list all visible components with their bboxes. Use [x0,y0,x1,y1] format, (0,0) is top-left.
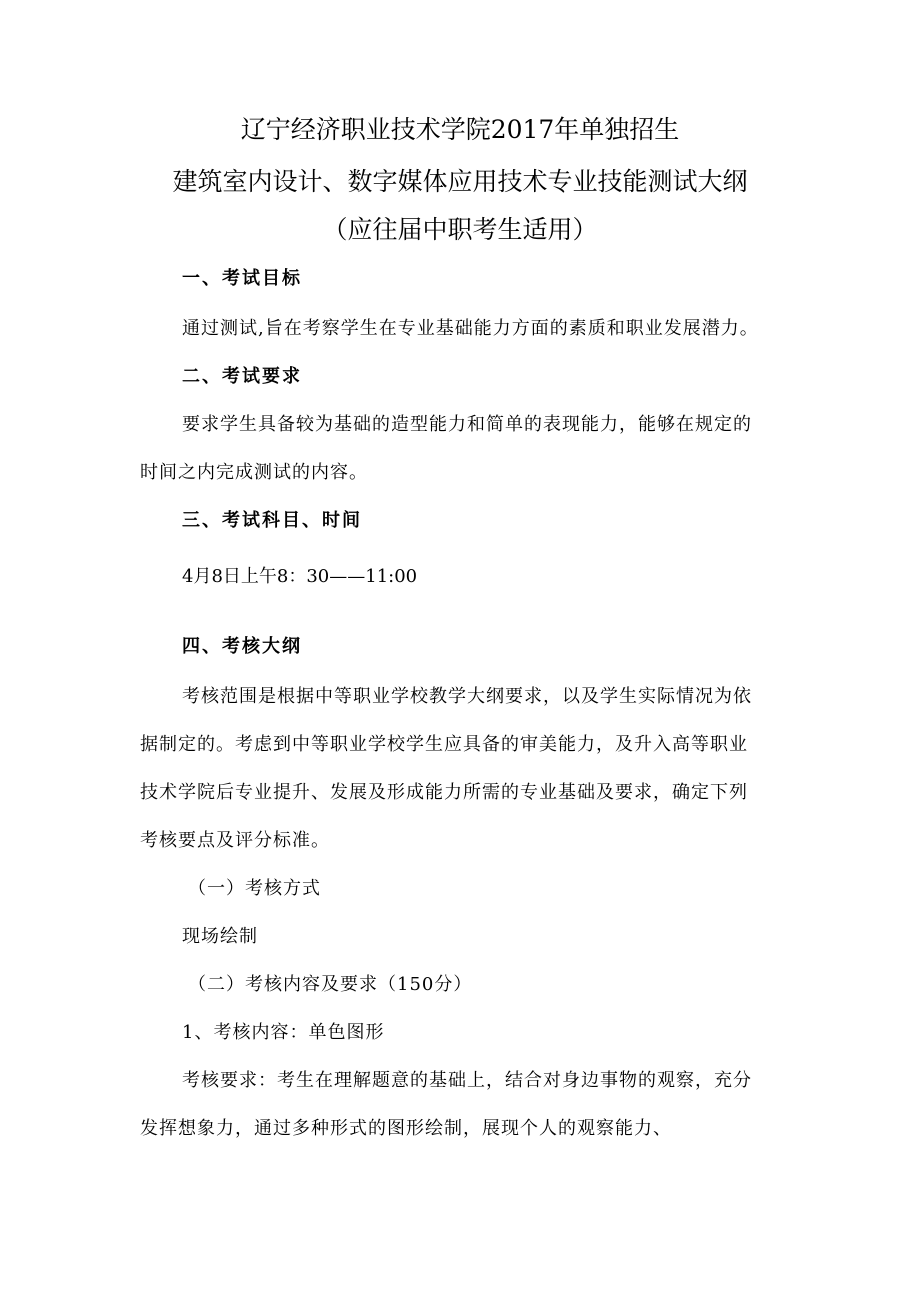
section-3-text: 4月8日上午8：30——11:00 [182,566,418,587]
section-2-heading: 二、考试要求 [182,366,302,387]
requirement-line-1: 考核要求：考生在理解题意的基础上，结合对身边事物的观察，充分 [182,1070,752,1091]
section-2-text-line-1: 要求学生具备较为基础的造型能力和简单的表现能力，能够在规定的 [182,414,752,435]
section-2-text-line-2: 时间之内完成测试的内容。 [140,462,368,483]
section-4-text-line-2: 据制定的。考虑到中等职业学校学生应具备的审美能力，及升入高等职业 [140,734,748,755]
section-4-text-line-1: 考核范围是根据中等职业学校教学大纲要求，以及学生实际情况为依 [182,686,752,707]
section-1-text: 通过测试,旨在考察学生在专业基础能力方面的素质和职业发展潜力。 [182,318,759,339]
title-line-3: （应往届中职考生适用） [322,215,598,244]
section-3-heading: 三、考试科目、时间 [182,510,362,531]
section-4-heading: 四、考核大纲 [182,636,302,657]
title-line-1: 辽宁经济职业技术学院2017年单独招生 [240,115,680,144]
section-1-heading: 一、考试目标 [182,268,302,289]
section-4-text-line-4: 考核要点及评分标准。 [140,830,330,851]
title-line-2: 建筑室内设计、数字媒体应用技术专业技能测试大纲 [172,167,748,196]
subsection-1-text: 现场绘制 [182,926,258,947]
requirement-line-2: 发挥想象力，通过多种形式的图形绘制，展现个人的观察能力、 [140,1118,672,1139]
section-4-text-line-3: 技术学院后专业提升、发展及形成能力所需的专业基础及要求，确定下列 [140,782,748,803]
subsection-1-heading: （一）考核方式 [188,878,321,899]
subsection-2-heading: （二）考核内容及要求（150分） [188,974,473,995]
item-1: 1、考核内容：单色图形 [182,1022,385,1043]
